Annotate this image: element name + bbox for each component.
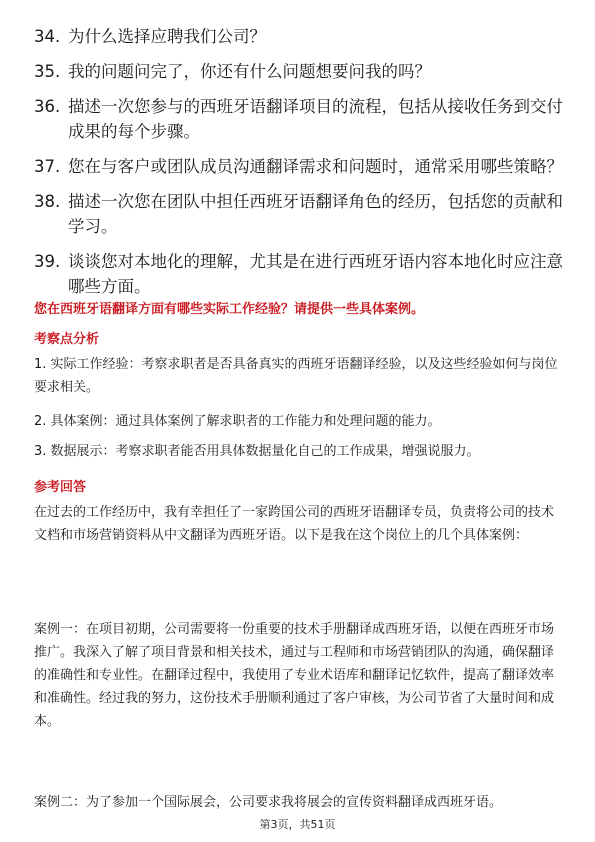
- question-number: 39.: [34, 252, 61, 271]
- question-text: 谈谈您对本地化的理解，尤其是在进行西班牙语内容本地化时应注意哪些方面。: [68, 252, 563, 296]
- analysis-title: 考察点分析: [34, 332, 100, 347]
- question-text: 为什么选择应聘我们公司？: [68, 27, 266, 46]
- reference-case-2: 案例二：为了参加一个国际展会，公司要求我将展会的宣传资料翻译成西班牙语。: [34, 795, 503, 810]
- question-item: [34, 59, 564, 84]
- question-text: 您在与客户或团队成员沟通翻译需求和问题时，通常采用哪些策略？: [68, 157, 563, 176]
- question-number: 36.: [34, 97, 61, 116]
- question-item: [34, 189, 564, 239]
- question-text: 我的问题问完了，你还有什么问题想要问我的吗？: [68, 62, 431, 81]
- question-item: [34, 24, 564, 49]
- question-list: [34, 24, 564, 309]
- featured-question-heading: 您在西班牙语翻译方面有哪些实际工作经验？请提供一些具体案例。: [34, 302, 425, 317]
- analysis-point: 3. 数据展示：考察求职者能否用具体数据量化自己的工作成果，增强说服力。: [34, 444, 480, 459]
- reference-title: 参考回答: [34, 480, 87, 495]
- question-item: [34, 154, 564, 179]
- analysis-point: 1. 实际工作经验：考察求职者是否具备真实的西班牙语翻译经验，以及这些经验如何与岗位要求相关。: [34, 357, 558, 395]
- question-number: 38.: [34, 192, 61, 211]
- question-text: 描述一次您在团队中担任西班牙语翻译角色的经历，包括您的贡献和学习。: [68, 192, 563, 236]
- question-number: 37.: [34, 157, 61, 176]
- reference-case-1: 案例一：在项目初期，公司需要将一份重要的技术手册翻译成西班牙语，以便在西班牙市场推广。我深入了解了项目背景和相关技术，通过与工程师和市场营销团队的沟通，确保翻译的准确性和专业性。在翻译过程中，我使用了专业术语库和翻译记忆软件，提高了翻译效率和准确性。经过我的努力，这份技术手册顺利通过了客户审核，为公司节省了大量时间和成本。: [34, 622, 555, 729]
- question-number: 35.: [34, 62, 61, 81]
- question-item: [34, 94, 564, 144]
- reference-intro: 在过去的工作经历中，我有幸担任了一家跨国公司的西班牙语翻译专员，负责将公司的技术文档和市场营销资料从中文翻译为西班牙语。以下是我在这个岗位上的几个具体案例：: [34, 505, 555, 543]
- page-footer: 第3页，共51页: [259, 818, 336, 831]
- analysis-point: 2. 具体案例：通过具体案例了解求职者的工作能力和处理问题的能力。: [34, 414, 441, 429]
- question-item: [34, 249, 564, 299]
- question-number: 34.: [34, 27, 61, 46]
- question-text: 描述一次您参与的西班牙语翻译项目的流程，包括从接收任务到交付成果的每个步骤。: [68, 97, 563, 141]
